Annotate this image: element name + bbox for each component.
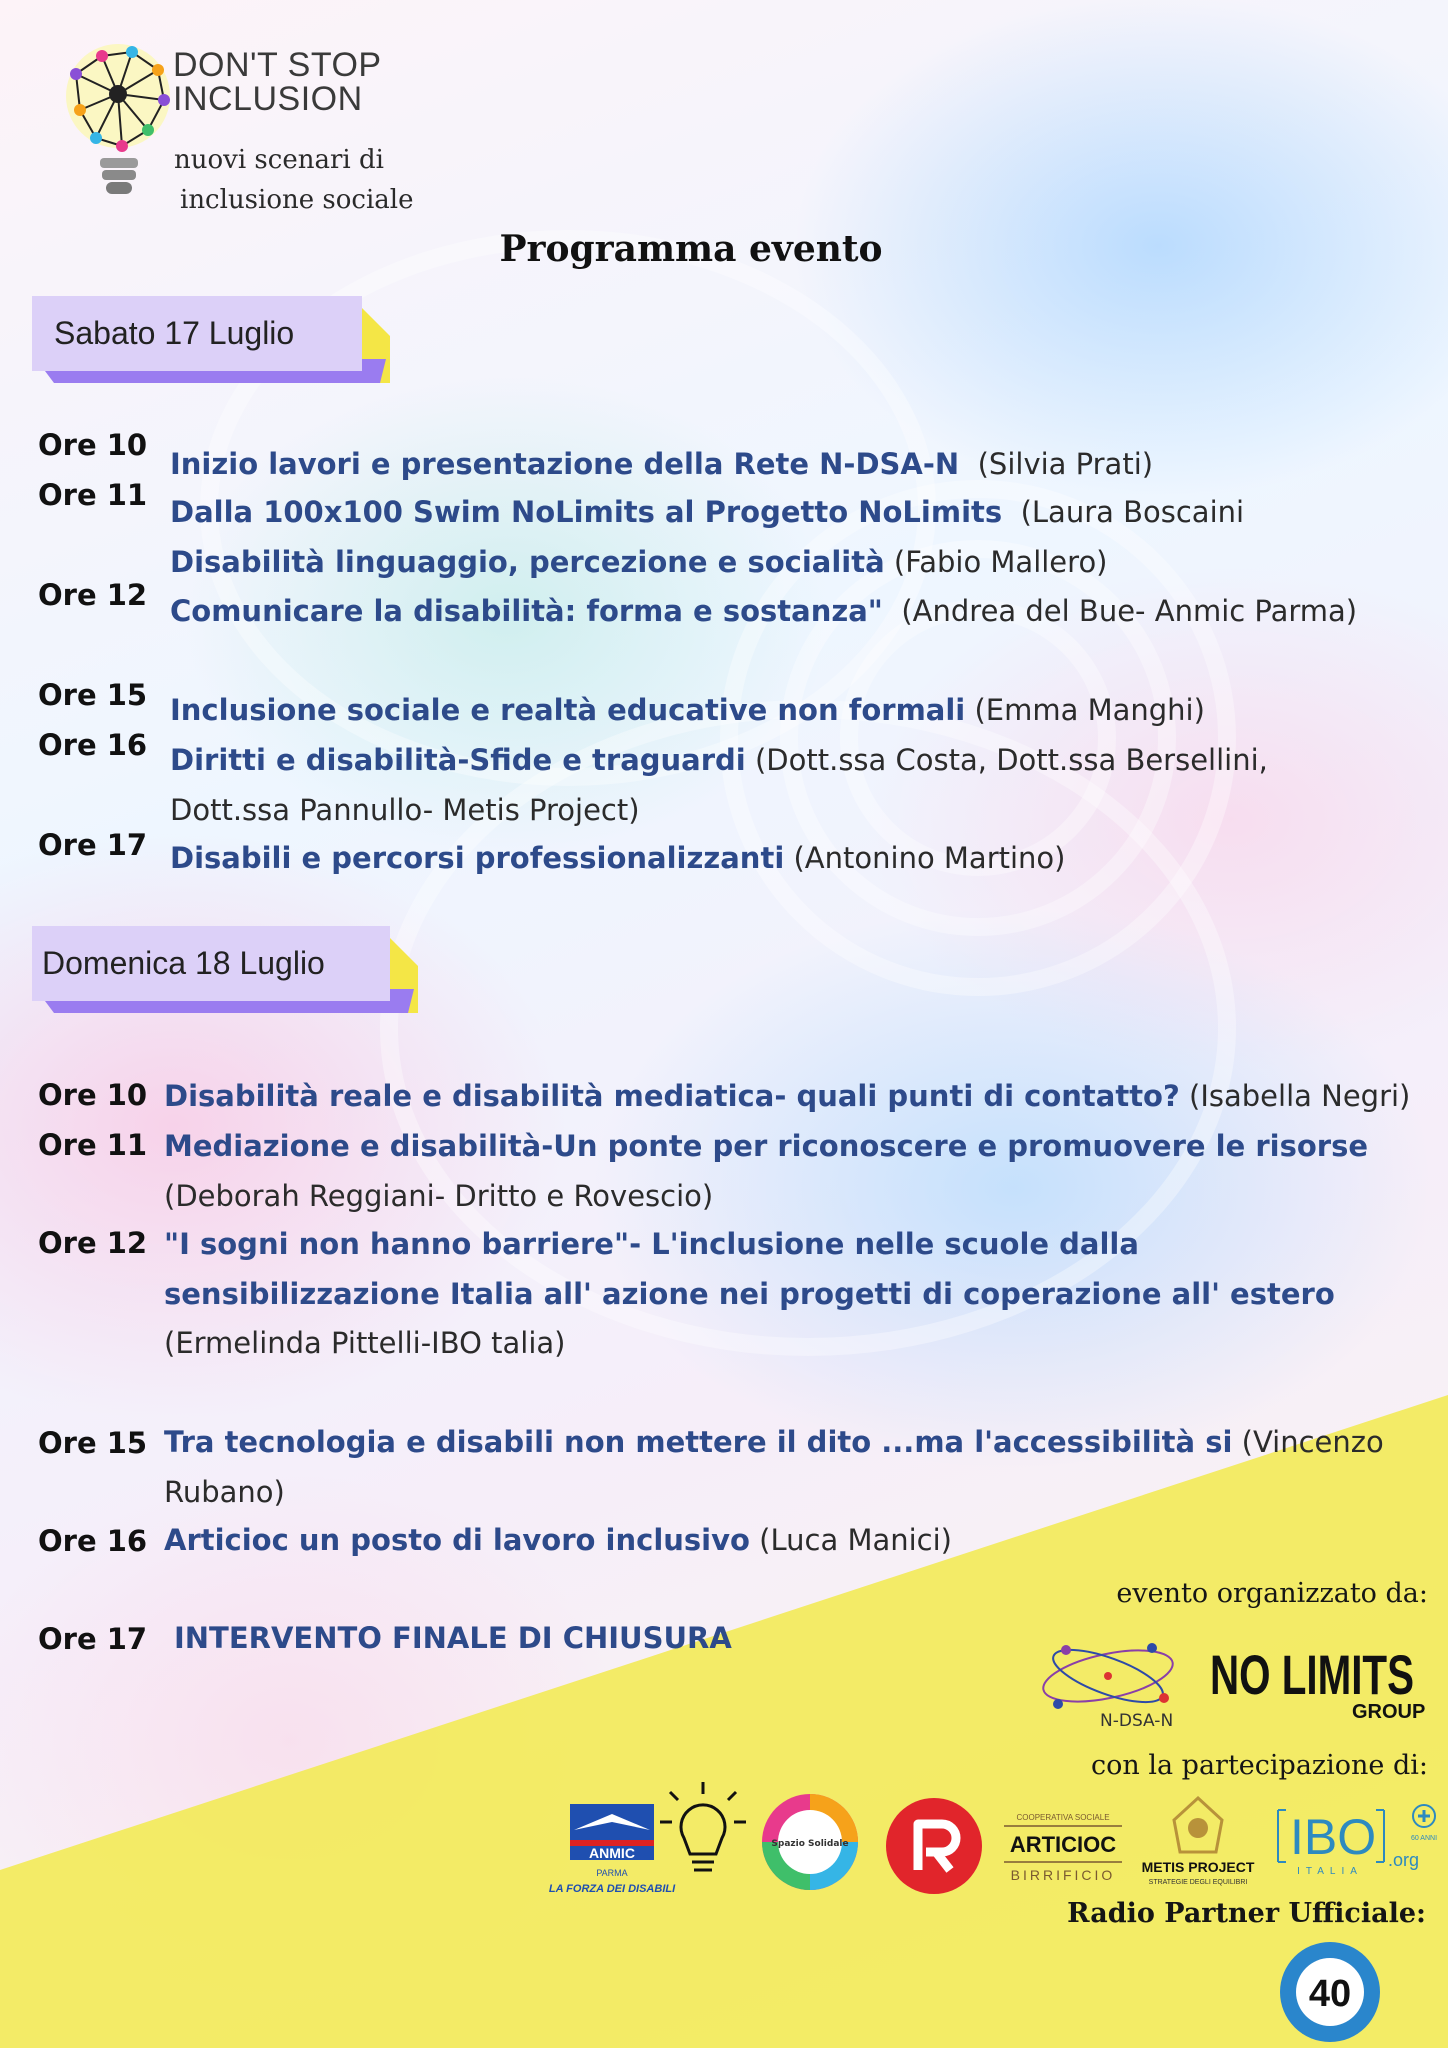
session-entry: [170, 686, 1430, 736]
session-entry: [170, 736, 1310, 835]
brand-subtitle: [174, 140, 413, 220]
session-time: Ore 11: [38, 1128, 148, 1162]
session-speaker: (Isabella Negri): [1189, 1079, 1411, 1113]
session-time: Ore 15: [38, 678, 148, 712]
ibo-logo-anni: 60 ANNI: [1410, 1835, 1438, 1842]
session-speaker: (Ermelinda Pittelli-IBO talia): [164, 1326, 566, 1360]
session-speaker: (Emma Manghi): [974, 693, 1205, 727]
session-time: Ore 16: [38, 1524, 148, 1558]
session-entry: [164, 1072, 1444, 1122]
session-time: Ore 12: [38, 1226, 148, 1260]
metis-logo-sub: STRATEGIE DEGLI EQUILIBRI: [1148, 1879, 1248, 1886]
session-title: Tra tecnologia e disabili non mettere il dito ...ma l'accessibilità si: [164, 1425, 1233, 1459]
articioc-logo-top: COOPERATIVA SOCIALE: [1016, 1813, 1110, 1822]
session-title: Disabilità reale e disabilità mediatica- quali punti di contatto?: [164, 1079, 1180, 1113]
session-entry: [170, 538, 1430, 588]
session-time: Ore 15: [38, 1426, 148, 1460]
ibo-logo-text: IBO: [1290, 1809, 1377, 1865]
brand-title-line1: DON'T STOP: [173, 46, 382, 84]
bulb-partner-logo: [650, 1778, 756, 1890]
nolimits-logo-sub: GROUP: [1352, 1701, 1426, 1723]
session-entry: [174, 1614, 1074, 1664]
session-time: Ore 12: [38, 578, 148, 612]
metis-project-logo: [1128, 1790, 1268, 1890]
articioc-logo-bottom: BIRRIFICIO: [1010, 1867, 1116, 1883]
session-title: Disabilità linguaggio, percezione e socialità: [170, 545, 885, 579]
session-entry: [170, 488, 1430, 538]
session-title: INTERVENTO FINALE DI CHIUSURA: [174, 1621, 732, 1655]
session-speaker: (Fabio Mallero): [893, 545, 1108, 579]
ibo-logo-sub: ITALIA: [1297, 1866, 1363, 1877]
session-entry: [170, 834, 1430, 884]
session-title: Inclusione sociale e realtà educative non formali: [170, 693, 966, 727]
ndsan-logo-text: N-DSA-N: [1100, 1711, 1174, 1731]
session-entry: [164, 1418, 1414, 1517]
session-title: Dalla 100x100 Swim NoLimits al Progetto NoLimits: [170, 495, 1003, 529]
session-speaker: (Vincenzo Rubano): [164, 1425, 1384, 1509]
session-speaker: (Antonino Martino): [793, 841, 1066, 875]
anmic-logo-text: ANMIC: [589, 1845, 635, 1861]
ibo-logo-org: .org: [1388, 1850, 1420, 1870]
spazio-logo-text: Spazio Solidale: [771, 1839, 849, 1849]
metis-logo-text: METIS PROJECT: [1141, 1859, 1255, 1875]
brand-title: [173, 48, 382, 116]
session-entry: [164, 1516, 1164, 1566]
brand-title-line2: INCLUSION: [173, 80, 363, 118]
session-title: Articioc un posto di lavoro inclusivo: [164, 1523, 750, 1557]
session-title: Diritti e disabilità-Sfide e traguardi: [170, 743, 746, 777]
articioc-logo: [1000, 1808, 1126, 1890]
anmic-logo-tag: LA FORZA DEI DISABILI: [548, 1883, 676, 1895]
session-time: Ore 10: [38, 1078, 148, 1112]
ndsan-logo: [1036, 1628, 1188, 1734]
session-entry: [164, 1220, 1414, 1369]
lightbulb-logo: [62, 34, 174, 204]
session-speaker: (Laura Boscaini: [1020, 495, 1245, 529]
radio-partner-logo: [1276, 1940, 1384, 2044]
brand-subtitle-line1: nuovi scenari di: [174, 145, 384, 175]
session-time: Ore 16: [38, 728, 148, 762]
page-title: Programma evento: [499, 228, 883, 270]
nolimits-logo: [1210, 1632, 1426, 1723]
spazio-solidale-logo: [754, 1786, 866, 1898]
session-title: Disabili e percorsi professionalizzanti: [170, 841, 785, 875]
day-banner-domenica: [32, 926, 390, 1001]
day-label: Sabato 17 Luglio: [32, 296, 362, 371]
nolimits-logo-text: NO LIMITS: [1210, 1643, 1414, 1706]
radio-logo-number: 40: [1308, 1973, 1352, 2015]
anmic-logo-city: PARMA: [596, 1868, 628, 1878]
participation-label: con la partecipazione di:: [1091, 1750, 1428, 1781]
session-time: Ore 10: [38, 428, 148, 462]
ibo-italia-logo: [1272, 1802, 1442, 1882]
session-entry: [170, 587, 1440, 637]
session-speaker: (Andrea del Bue- Anmic Parma): [901, 594, 1358, 628]
session-entry: [170, 440, 1430, 490]
organized-by-label: evento organizzato da:: [1116, 1578, 1428, 1609]
session-speaker: (Luca Manici): [759, 1523, 952, 1557]
session-title: "I sogni non hanno barriere"- L'inclusione nelle scuole dalla sensibilizzazione Italia all' azione nei progetti di coperazione all' estero: [164, 1227, 1335, 1311]
session-title: Comunicare la disabilità: forma e sostanza": [170, 594, 883, 628]
radio-partner-label: Radio Partner Ufficiale:: [1067, 1898, 1426, 1929]
session-speaker: (Deborah Reggiani- Dritto e Rovescio): [164, 1178, 714, 1213]
session-time: Ore 17: [38, 828, 148, 862]
session-time: Ore 17: [38, 1622, 148, 1656]
brand-subtitle-line2: inclusione sociale: [180, 185, 414, 215]
day-banner-sabato: [32, 296, 362, 371]
day-label: Domenica 18 Luglio: [32, 926, 390, 1001]
session-time: Ore 11: [38, 478, 148, 512]
session-entry: [164, 1122, 1384, 1221]
red-r-logo: [884, 1796, 984, 1896]
articioc-logo-text: ARTICIOC: [1009, 1832, 1117, 1857]
session-title: Mediazione e disabilità-Un ponte per riconoscere e promuovere le risorse: [164, 1129, 1369, 1163]
session-speaker: (Dott.ssa Costa, Dott.ssa Bersellini, Dott.ssa Pannullo- Metis Project): [170, 743, 1268, 827]
session-title: Inizio lavori e presentazione della Rete N-DSA-N: [170, 447, 960, 481]
session-speaker: (Silvia Prati): [977, 447, 1154, 481]
